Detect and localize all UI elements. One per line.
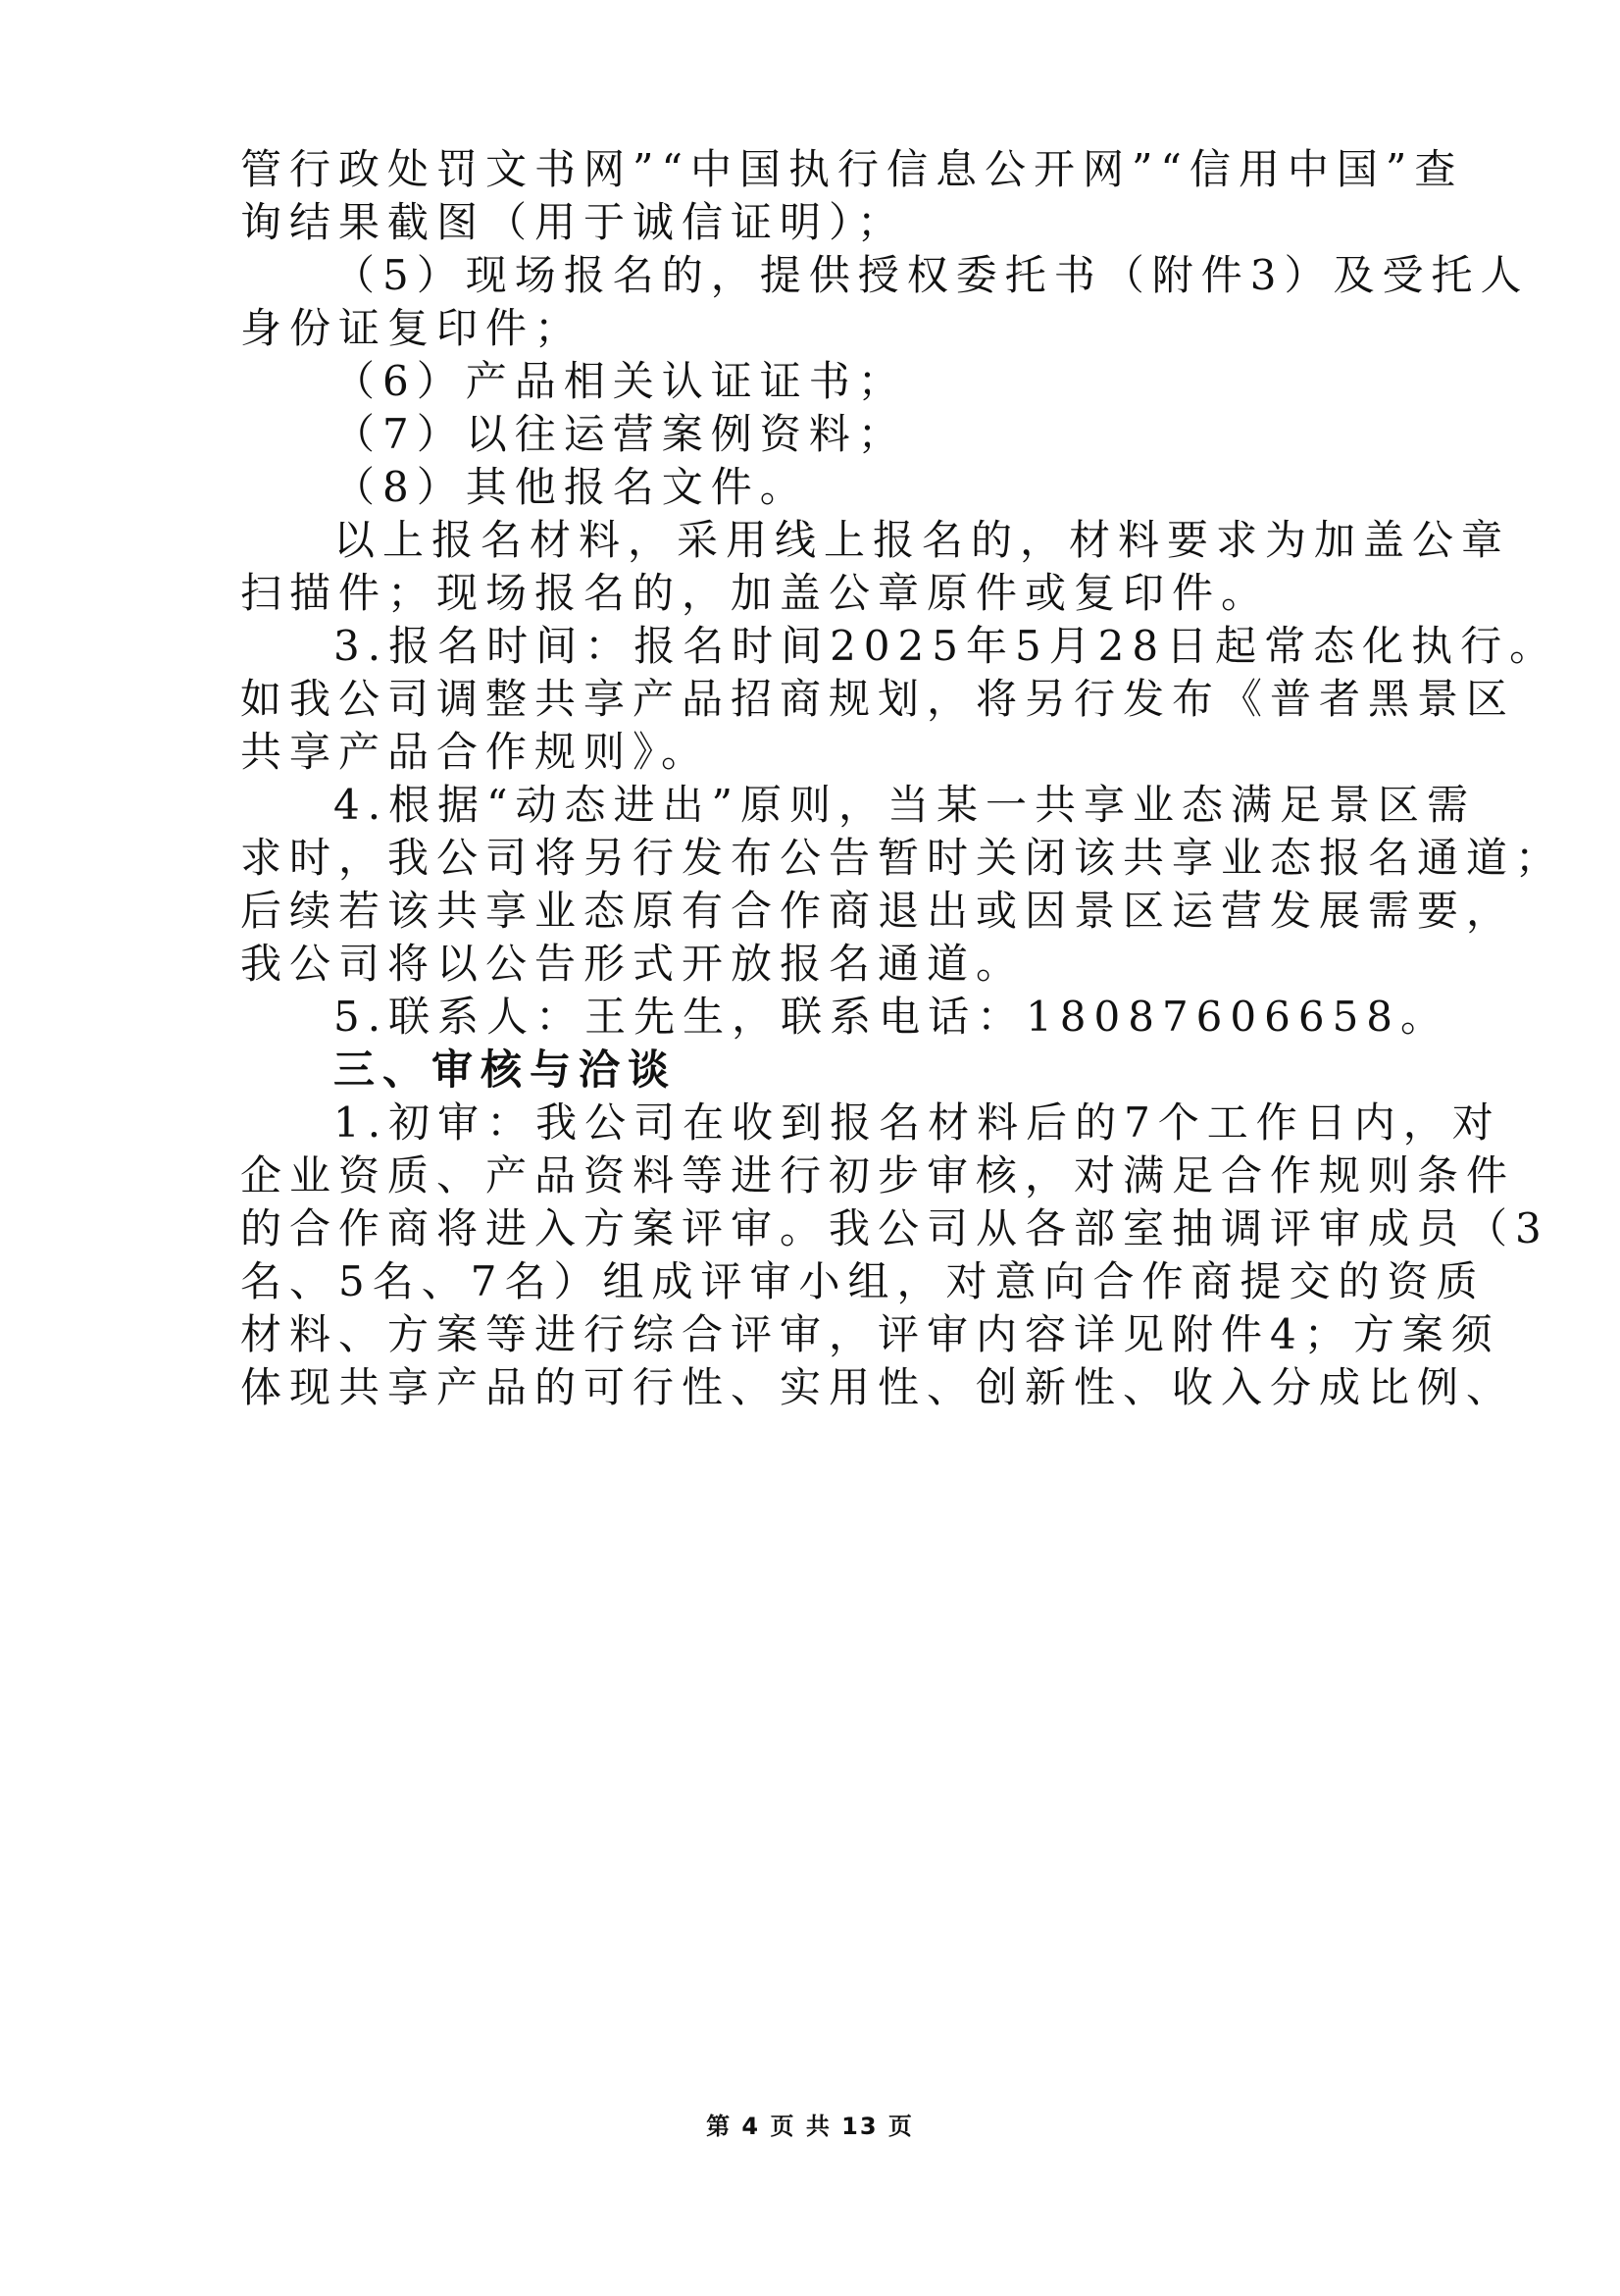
text-line-5: （6）产品相关认证证书； [333, 357, 907, 405]
text-line-12: 共享产品合作规则》。 [240, 728, 711, 776]
text-line-23: 材料、方案等进行综合评审，评审内容详见附件4；方案须 [240, 1310, 1500, 1358]
text-line-4: 身份证复印件； [240, 304, 584, 352]
text-line-14: 求时，我公司将另行发布公告暂时关闭该共享业态报名通道； [240, 834, 1565, 882]
section-heading: 三、审核与洽谈 [333, 1046, 678, 1094]
text-line-7: （8）其他报名文件。 [333, 463, 809, 511]
text-line-16: 我公司将以公告形式开放报名通道。 [240, 940, 1026, 988]
text-line-3: （5）现场报名的，提供授权委托书（附件3）及受托人 [333, 251, 1530, 299]
text-line-15: 后续若该共享业态原有合作商退出或因景区运营发展需要， [240, 887, 1516, 935]
text-line-11: 如我公司调整共享产品招商规划，将另行发布《普者黑景区 [240, 675, 1516, 723]
text-line-21: 的合作商将进入方案评审。我公司从各部室抽调评审成员（3 [240, 1204, 1549, 1252]
text-line-22: 名、5名、7名）组成评审小组，对意向合作商提交的资质 [240, 1257, 1486, 1305]
text-line-17: 5.联系人：王先生，联系电话：18087606658。 [333, 993, 1450, 1041]
text-line-24: 体现共享产品的可行性、实用性、创新性、收入分成比例、 [240, 1363, 1516, 1411]
text-line-19: 1.初审：我公司在收到报名材料后的7个工作日内，对 [333, 1098, 1501, 1147]
text-line-9: 扫描件；现场报名的，加盖公章原件或复印件。 [240, 569, 1271, 617]
page-number-footer: 第 4 页 共 13 页 [706, 2113, 914, 2140]
text-line-10: 3.报名时间：报名时间2025年5月28日起常态化执行。 [333, 622, 1559, 670]
text-line-1: 管行政处罚文书网”“中国执行信息公开网”“信用中国”查 [240, 145, 1464, 193]
text-line-20: 企业资质、产品资料等进行初步审核，对满足合作规则条件 [240, 1151, 1516, 1199]
text-line-8: 以上报名材料，采用线上报名的，材料要求为加盖公章 [333, 516, 1511, 564]
text-line-2: 询结果截图（用于诚信证明）； [240, 198, 907, 246]
text-line-6: （7）以往运营案例资料； [333, 410, 907, 458]
text-line-13: 4.根据“动态进出”原则，当某一共享业态满足景区需 [333, 781, 1477, 829]
